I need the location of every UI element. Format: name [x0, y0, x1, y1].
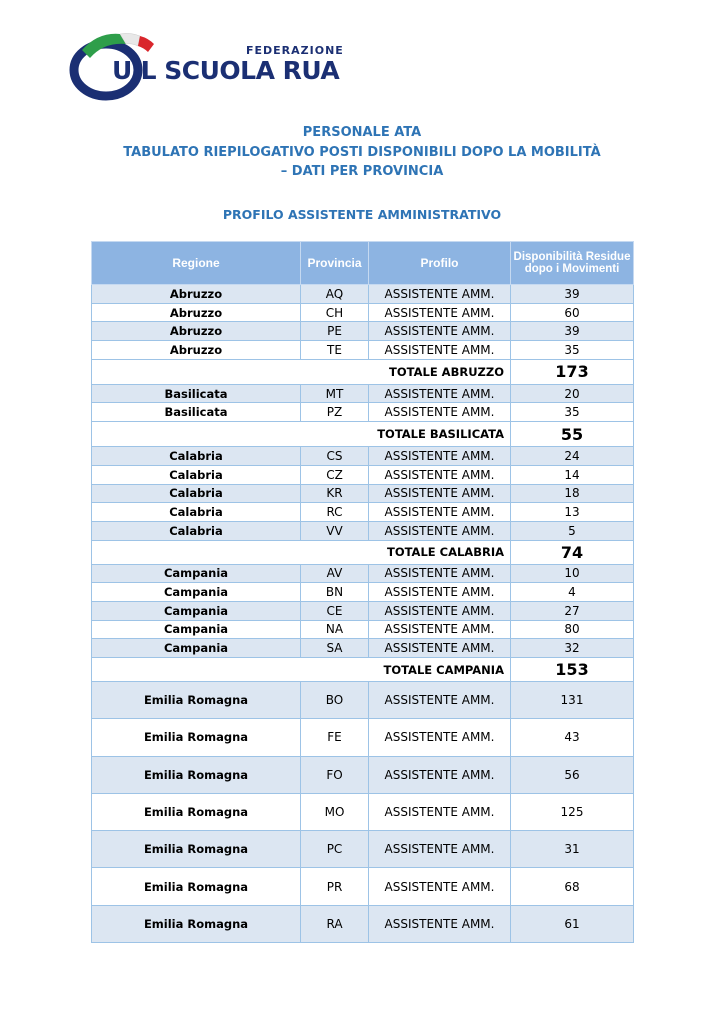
cell-valore: 61: [511, 905, 634, 942]
page-title: [0, 123, 724, 182]
cell-regione: Calabria: [92, 465, 301, 484]
cell-valore: 20: [511, 384, 634, 403]
availability-table: [91, 241, 634, 943]
cell-profilo: ASSISTENTE AMM.: [369, 793, 511, 830]
cell-provincia: PR: [301, 868, 369, 905]
cell-valore: 27: [511, 601, 634, 620]
total-value: 55: [511, 422, 634, 447]
cell-profilo: ASSISTENTE AMM.: [369, 403, 511, 422]
cell-regione: Campania: [92, 601, 301, 620]
total-row: [92, 540, 634, 564]
table-row: [92, 639, 634, 658]
cell-valore: 56: [511, 756, 634, 793]
cell-valore: 125: [511, 793, 634, 830]
table-row: [92, 793, 634, 830]
table-row: [92, 868, 634, 905]
cell-regione: Calabria: [92, 484, 301, 503]
cell-valore: 39: [511, 322, 634, 341]
title-line-3: – DATI PER PROVINCIA: [280, 164, 444, 179]
cell-profilo: ASSISTENTE AMM.: [369, 303, 511, 322]
cell-regione: Campania: [92, 620, 301, 639]
cell-regione: Basilicata: [92, 384, 301, 403]
cell-regione: Abruzzo: [92, 303, 301, 322]
cell-profilo: ASSISTENTE AMM.: [369, 484, 511, 503]
cell-provincia: TE: [301, 341, 369, 360]
cell-provincia: RA: [301, 905, 369, 942]
header-profilo: Profilo: [369, 242, 511, 285]
header-regione: Regione: [92, 242, 301, 285]
cell-regione: Abruzzo: [92, 285, 301, 304]
cell-provincia: BO: [301, 682, 369, 719]
cell-profilo: ASSISTENTE AMM.: [369, 620, 511, 639]
total-label: TOTALE ABRUZZO: [92, 359, 511, 384]
cell-profilo: ASSISTENTE AMM.: [369, 583, 511, 602]
total-value: 173: [511, 359, 634, 384]
table-row: [92, 303, 634, 322]
cell-valore: 35: [511, 341, 634, 360]
cell-profilo: ASSISTENTE AMM.: [369, 868, 511, 905]
cell-regione: Emilia Romagna: [92, 719, 301, 756]
total-row: [92, 359, 634, 384]
cell-profilo: ASSISTENTE AMM.: [369, 831, 511, 868]
table-row: [92, 403, 634, 422]
cell-provincia: PE: [301, 322, 369, 341]
cell-profilo: ASSISTENTE AMM.: [369, 756, 511, 793]
cell-valore: 13: [511, 503, 634, 522]
table-row: [92, 322, 634, 341]
cell-regione: Emilia Romagna: [92, 793, 301, 830]
cell-valore: 5: [511, 521, 634, 540]
total-label: TOTALE CALABRIA: [92, 540, 511, 564]
table-row: [92, 905, 634, 942]
cell-regione: Abruzzo: [92, 341, 301, 360]
cell-provincia: CH: [301, 303, 369, 322]
cell-provincia: MT: [301, 384, 369, 403]
cell-profilo: ASSISTENTE AMM.: [369, 719, 511, 756]
cell-profilo: ASSISTENTE AMM.: [369, 503, 511, 522]
cell-provincia: PC: [301, 831, 369, 868]
profile-subtitle: PROFILO ASSISTENTE AMMINISTRATIVO: [222, 207, 502, 222]
cell-profilo: ASSISTENTE AMM.: [369, 682, 511, 719]
total-label: TOTALE BASILICATA: [92, 422, 511, 447]
cell-valore: 14: [511, 465, 634, 484]
cell-regione: Calabria: [92, 521, 301, 540]
cell-regione: Campania: [92, 639, 301, 658]
table-row: [92, 831, 634, 868]
header-provincia: Provincia: [301, 242, 369, 285]
cell-valore: 24: [511, 447, 634, 466]
table-row: [92, 521, 634, 540]
cell-regione: Abruzzo: [92, 322, 301, 341]
cell-valore: 39: [511, 285, 634, 304]
total-value: 153: [511, 658, 634, 682]
cell-valore: 32: [511, 639, 634, 658]
table-row: [92, 719, 634, 756]
uil-scuola-logo: [68, 28, 344, 104]
cell-valore: 80: [511, 620, 634, 639]
cell-provincia: CS: [301, 447, 369, 466]
cell-profilo: ASSISTENTE AMM.: [369, 521, 511, 540]
cell-provincia: FE: [301, 719, 369, 756]
table-row: [92, 601, 634, 620]
cell-valore: 60: [511, 303, 634, 322]
cell-profilo: ASSISTENTE AMM.: [369, 601, 511, 620]
cell-regione: Calabria: [92, 447, 301, 466]
cell-provincia: SA: [301, 639, 369, 658]
title-line-2: TABULATO RIEPILOGATIVO POSTI DISPONIBILI DOPO LA MOBILITÀ: [123, 144, 601, 160]
table-row: [92, 384, 634, 403]
table-row: [92, 756, 634, 793]
table-row: [92, 341, 634, 360]
total-label: TOTALE CAMPANIA: [92, 658, 511, 682]
cell-provincia: CE: [301, 601, 369, 620]
table-row: [92, 682, 634, 719]
table-row: [92, 620, 634, 639]
cell-provincia: FO: [301, 756, 369, 793]
logo-federazione-text: FEDERAZIONE: [246, 44, 344, 57]
cell-provincia: RC: [301, 503, 369, 522]
cell-provincia: CZ: [301, 465, 369, 484]
cell-provincia: KR: [301, 484, 369, 503]
cell-valore: 31: [511, 831, 634, 868]
cell-provincia: MO: [301, 793, 369, 830]
cell-provincia: AV: [301, 564, 369, 583]
cell-regione: Campania: [92, 564, 301, 583]
table-row: [92, 465, 634, 484]
table-row: [92, 447, 634, 466]
cell-profilo: ASSISTENTE AMM.: [369, 905, 511, 942]
cell-provincia: AQ: [301, 285, 369, 304]
cell-profilo: ASSISTENTE AMM.: [369, 465, 511, 484]
cell-profilo: ASSISTENTE AMM.: [369, 322, 511, 341]
cell-profilo: ASSISTENTE AMM.: [369, 285, 511, 304]
cell-provincia: NA: [301, 620, 369, 639]
table-body: [92, 285, 634, 943]
cell-regione: Campania: [92, 583, 301, 602]
cell-regione: Emilia Romagna: [92, 682, 301, 719]
logo-brand-text: UIL SCUOLA RUA: [112, 56, 340, 85]
cell-provincia: BN: [301, 583, 369, 602]
cell-valore: 10: [511, 564, 634, 583]
cell-valore: 131: [511, 682, 634, 719]
cell-regione: Emilia Romagna: [92, 756, 301, 793]
cell-profilo: ASSISTENTE AMM.: [369, 564, 511, 583]
table-row: [92, 583, 634, 602]
table-row: [92, 285, 634, 304]
total-value: 74: [511, 540, 634, 564]
title-line-1: PERSONALE ATA: [302, 125, 422, 140]
cell-provincia: PZ: [301, 403, 369, 422]
cell-profilo: ASSISTENTE AMM.: [369, 341, 511, 360]
cell-regione: Emilia Romagna: [92, 905, 301, 942]
cell-regione: Emilia Romagna: [92, 831, 301, 868]
cell-regione: Calabria: [92, 503, 301, 522]
cell-valore: 35: [511, 403, 634, 422]
total-row: [92, 422, 634, 447]
cell-regione: Basilicata: [92, 403, 301, 422]
header-disponibilita: Disponibilità Residue dopo i Movimenti: [511, 242, 634, 285]
table-row: [92, 564, 634, 583]
cell-profilo: ASSISTENTE AMM.: [369, 384, 511, 403]
cell-valore: 4: [511, 583, 634, 602]
cell-provincia: VV: [301, 521, 369, 540]
table-row: [92, 484, 634, 503]
total-row: [92, 658, 634, 682]
cell-valore: 68: [511, 868, 634, 905]
table-header-row: [92, 242, 634, 285]
cell-valore: 18: [511, 484, 634, 503]
cell-regione: Emilia Romagna: [92, 868, 301, 905]
table-row: [92, 503, 634, 522]
cell-profilo: ASSISTENTE AMM.: [369, 447, 511, 466]
cell-valore: 43: [511, 719, 634, 756]
cell-profilo: ASSISTENTE AMM.: [369, 639, 511, 658]
